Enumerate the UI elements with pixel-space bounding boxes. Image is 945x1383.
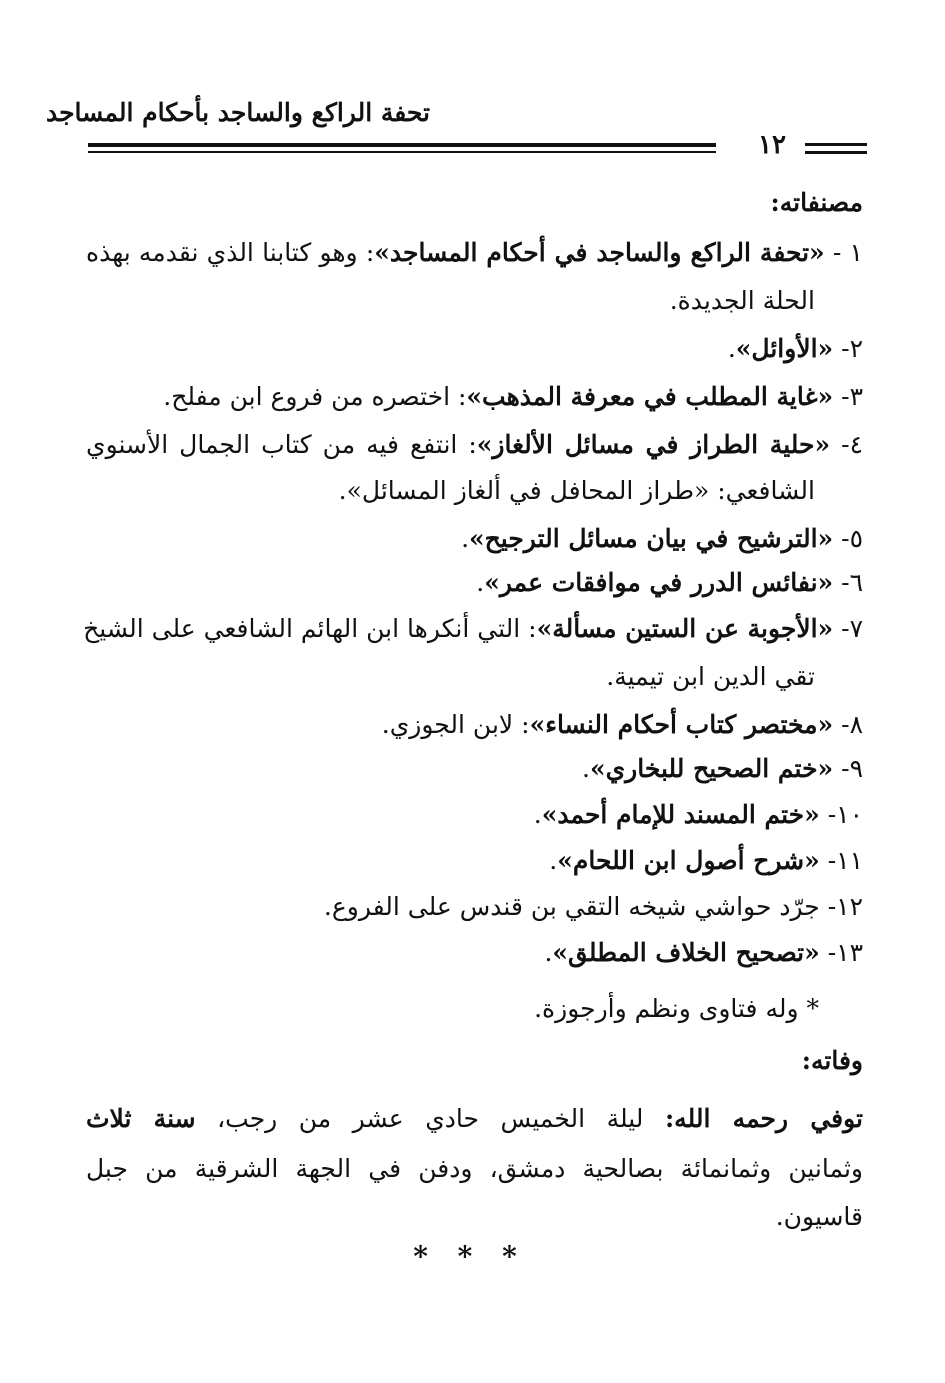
- item-number: ٣-: [841, 382, 863, 411]
- list-item: [461, 519, 863, 559]
- item-continuation: الشافعي: «طراز المحافل في ألغاز المسائل».: [338, 476, 815, 505]
- item-title: «غاية المطلب في معرفة المذهب»: [466, 382, 834, 411]
- header-rule: [88, 151, 716, 153]
- item-number: ٢-: [841, 334, 863, 363]
- item-note: .: [461, 524, 470, 553]
- item-note: : اختصره من فروع ابن مفلح.: [163, 382, 467, 411]
- list-item: [83, 609, 863, 649]
- item-note: : لابن الجوزي.: [381, 710, 530, 739]
- death-bold-lead: توفي رحمه الله:: [664, 1104, 863, 1133]
- item-title: «شرح أصول ابن اللحام»: [557, 846, 820, 875]
- item-note: جرّد حواشي شيخه التقي بن قندس على الفروع.: [323, 892, 820, 921]
- list-item: [86, 425, 863, 465]
- item-title: «الأوائل»: [735, 334, 834, 363]
- list-item: [544, 933, 863, 973]
- item-title: «تصحيح الخلاف المطلق»: [552, 938, 820, 967]
- item-title: «نفائس الدرر في موافقات عمر»: [484, 568, 834, 597]
- item-note: .: [476, 568, 485, 597]
- item-title: «الترشيح في بيان مسائل الترجيح»: [469, 524, 834, 553]
- page-number-rule: [805, 151, 867, 154]
- list-item: [324, 887, 863, 927]
- list-item: [86, 233, 863, 273]
- list-item: [549, 841, 863, 881]
- extra-note: * وله فتاوى ونظم وأرجوزة.: [534, 994, 819, 1023]
- item-note: .: [544, 938, 553, 967]
- item-note: .: [549, 846, 558, 875]
- item-number: ١٠-: [827, 800, 863, 829]
- item-continuation: الحلة الجديدة.: [669, 286, 815, 315]
- item-title: «مختصر كتاب أحكام النساء»: [529, 710, 834, 739]
- item-title: «الأجوبة عن الستين مسألة»: [536, 614, 834, 643]
- list-item: [163, 377, 863, 417]
- item-number: ٧-: [841, 614, 863, 643]
- works-heading: مصنفاته:: [770, 188, 863, 217]
- item-number: ١ -: [832, 238, 863, 267]
- item-title: «ختم المسند للإمام أحمد»: [541, 800, 820, 829]
- page-number: ١٢: [758, 130, 786, 160]
- list-item: [476, 563, 863, 603]
- item-number: ٥-: [841, 524, 863, 553]
- death-heading: وفاته:: [801, 1046, 863, 1075]
- item-note: .: [727, 334, 736, 363]
- item-title: «ختم الصحيح للبخاري»: [589, 754, 834, 783]
- item-number: ١٢-: [827, 892, 863, 921]
- item-note: .: [582, 754, 590, 783]
- item-title: «حلية الطراز في مسائل الألغاز»: [476, 430, 831, 459]
- item-continuation: تقي الدين ابن تيمية.: [606, 662, 815, 691]
- item-number: ٨-: [841, 710, 863, 739]
- item-title: «تحفة الراكع والساجد في أحكام المساجد»: [374, 238, 825, 267]
- list-item: [382, 705, 863, 745]
- list-item: [534, 795, 863, 835]
- item-number: ١١-: [827, 846, 863, 875]
- death-paragraph-line: وثمانين وثمانمائة بصالحية دمشق، ودفن في الجهة الشرقية من جبل: [86, 1154, 863, 1183]
- list-item: [728, 329, 863, 369]
- header-rule: [88, 143, 716, 147]
- section-end-stars: * * *: [413, 1240, 527, 1273]
- death-paragraph-line: قاسيون.: [775, 1202, 863, 1231]
- page-number-rule: [805, 143, 867, 146]
- item-note: .: [533, 800, 542, 829]
- item-note: : التي أنكرها ابن الهائم الشافعي على الشيخ: [83, 614, 537, 643]
- item-number: ٤-: [841, 430, 863, 459]
- item-note: : انتفع فيه من كتاب الجمال الأسنوي: [86, 430, 477, 459]
- item-note: : وهو كتابنا الذي نقدمه بهذه: [86, 238, 375, 267]
- death-paragraph-line: [86, 1099, 863, 1139]
- death-text: ليلة الخميس حادي عشر من رجب،: [217, 1104, 644, 1133]
- item-number: ٩-: [841, 754, 863, 783]
- item-number: ٦-: [841, 568, 863, 597]
- list-item: [582, 749, 863, 789]
- death-year-bold: سنة ثلاث: [86, 1104, 196, 1133]
- running-title: تحفة الراكع والساجد بأحكام المساجد: [45, 98, 430, 127]
- item-number: ١٣-: [827, 938, 863, 967]
